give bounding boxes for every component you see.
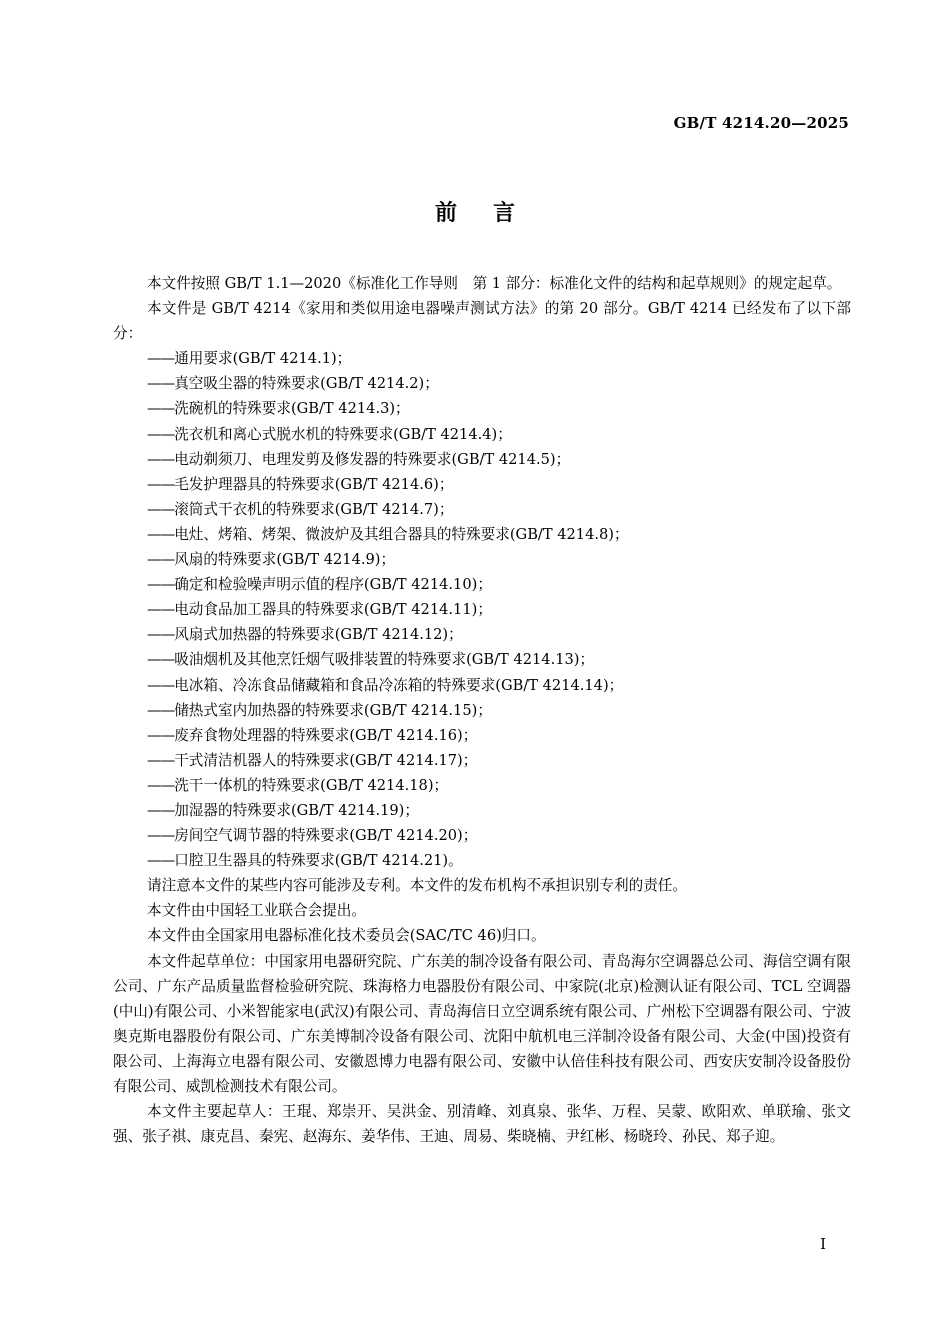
- list-dash: ——: [147, 701, 175, 719]
- list-item-text: 确定和检验噪声明示值的程序(GB/T 4214.10)；: [174, 576, 492, 594]
- list-item-text: 毛发护理器具的特殊要求(GB/T 4214.6)；: [174, 475, 454, 493]
- list-dash: ——: [147, 350, 175, 368]
- list-item: [113, 698, 851, 723]
- document-number: GB/T 4214.20—2025: [673, 114, 849, 132]
- list-item: [113, 371, 851, 396]
- paragraph-centralized-by: 本文件由全国家用电器标准化技术委员会(SAC/TC 46)归口。: [147, 927, 546, 945]
- list-dash: ——: [147, 601, 175, 619]
- list-item: [113, 522, 851, 547]
- page-title: 前言: [434, 200, 551, 226]
- list-item: [113, 497, 851, 522]
- list-dash: ——: [147, 801, 175, 819]
- list-item: [113, 773, 851, 798]
- list-item-text: 口腔卫生器具的特殊要求(GB/T 4214.21)。: [174, 852, 463, 870]
- list-item: [113, 723, 851, 748]
- list-item: [113, 848, 851, 873]
- list-dash: ——: [147, 651, 175, 669]
- list-item: [113, 673, 851, 698]
- list-item-text: 洗衣机和离心式脱水机的特殊要求(GB/T 4214.4)；: [174, 425, 512, 443]
- list-dash: ——: [147, 425, 175, 443]
- list-item: [113, 422, 851, 447]
- list-item-text: 电冰箱、冷冻食品储藏箱和食品冷冻箱的特殊要求(GB/T 4214.14)；: [174, 676, 624, 694]
- list-item: [113, 346, 851, 371]
- list-dash: ——: [147, 726, 175, 744]
- list-item: [113, 748, 851, 773]
- foreword-body: [113, 271, 851, 1149]
- list-item: [113, 798, 851, 823]
- paragraph-drafting-rules: 本文件按照 GB/T 1.1—2020《标准化工作导则 第 1 部分：标准化文件的结构和起草规则》的规定起草。: [147, 275, 842, 292]
- list-dash: ——: [147, 827, 175, 845]
- list-dash: ——: [147, 525, 175, 543]
- list-dash: ——: [147, 400, 175, 418]
- list-item-text: 通用要求(GB/T 4214.1)；: [174, 350, 352, 368]
- paragraph-proposed-by: 本文件由中国轻工业联合会提出。: [147, 902, 366, 920]
- list-dash: ——: [147, 450, 175, 468]
- list-item: [113, 472, 851, 497]
- list-dash: ——: [147, 500, 175, 518]
- paragraph-main-drafters: 本文件主要起草人：王琨、郑崇开、吴洪金、别清峰、刘真泉、张华、万程、吴蒙、欧阳欢、单联瑜、张文强、张子祺、康克昌、秦宪、赵海东、姜华伟、王迪、周易、柴晓楠、尹红彬、杨晓玲、孙民、郑子迎。: [113, 1103, 851, 1146]
- list-dash: ——: [147, 751, 175, 769]
- list-item-text: 电动剃须刀、电理发剪及修发器的特殊要求(GB/T 4214.5)；: [174, 450, 571, 468]
- list-item: [113, 622, 851, 647]
- list-dash: ——: [147, 475, 175, 493]
- list-item-text: 洗干一体机的特殊要求(GB/T 4214.18)；: [174, 776, 449, 794]
- list-item-text: 电灶、烤箱、烤架、微波炉及其组合器具的特殊要求(GB/T 4214.8)；: [174, 525, 629, 543]
- list-item: [113, 572, 851, 597]
- list-item-text: 风扇式加热器的特殊要求(GB/T 4214.12)；: [174, 626, 463, 644]
- list-dash: ——: [147, 626, 175, 644]
- list-item-text: 风扇的特殊要求(GB/T 4214.9)；: [174, 551, 396, 569]
- list-item: [113, 547, 851, 572]
- list-dash: ——: [147, 852, 175, 870]
- page-number: I: [820, 1235, 826, 1253]
- list-dash: ——: [147, 676, 175, 694]
- list-item-text: 干式清洁机器人的特殊要求(GB/T 4214.17)；: [174, 751, 478, 769]
- list-dash: ——: [147, 576, 175, 594]
- list-item: [113, 823, 851, 848]
- list-item-text: 吸油烟机及其他烹饪烟气吸排装置的特殊要求(GB/T 4214.13)；: [174, 651, 595, 669]
- list-dash: ——: [147, 551, 175, 569]
- paragraph-patent-notice: 请注意本文件的某些内容可能涉及专利。本文件的发布机构不承担识别专利的责任。: [147, 877, 687, 895]
- list-item: [113, 396, 851, 421]
- paragraph-series-intro: 本文件是 GB/T 4214《家用和类似用途电器噪声测试方法》的第 20 部分。GB/T 4214 已经发布了以下部分：: [113, 300, 851, 343]
- list-dash: ——: [147, 375, 175, 393]
- list-item-text: 储热式室内加热器的特殊要求(GB/T 4214.15)；: [174, 701, 492, 719]
- paragraph-drafting-units: 本文件起草单位：中国家用电器研究院、广东美的制冷设备有限公司、青岛海尔空调器总公司、海信空调有限公司、广东产品质量监督检验研究院、珠海格力电器股份有限公司、中家院(北京)检测认证有限公司、TCL 空调器(中山)有限公司、小米智能家电(武汉)有限公司、青岛海信日立空调系统有限公司、广州松下空调器有限公司、宁波奥克斯电器股份有限公司、广东美博制冷设备有限公司、沈阳中航机电三洋制冷设备有限公司、大金(中国)投资有限公司、上海海立电器有限公司、安徽恩博力电器有限公司、安徽中认倍佳科技有限公司、西安庆安制冷设备股份有限公司、威凯检测技术有限公司。: [113, 952, 851, 1095]
- list-item-text: 洗碗机的特殊要求(GB/T 4214.3)；: [174, 400, 410, 418]
- list-item: [113, 647, 851, 672]
- list-item-text: 加湿器的特殊要求(GB/T 4214.19)；: [174, 801, 419, 819]
- list-item-text: 电动食品加工器具的特殊要求(GB/T 4214.11)；: [174, 601, 492, 619]
- list-item-text: 滚筒式干衣机的特殊要求(GB/T 4214.7)；: [174, 500, 454, 518]
- list-item: [113, 597, 851, 622]
- list-item-text: 房间空气调节器的特殊要求(GB/T 4214.20)；: [174, 827, 478, 845]
- list-item-text: 废弃食物处理器的特殊要求(GB/T 4214.16)；: [174, 726, 478, 744]
- list-dash: ——: [147, 776, 175, 794]
- list-item-text: 真空吸尘器的特殊要求(GB/T 4214.2)；: [174, 375, 439, 393]
- list-item: [113, 447, 851, 472]
- published-parts-list: [113, 346, 851, 873]
